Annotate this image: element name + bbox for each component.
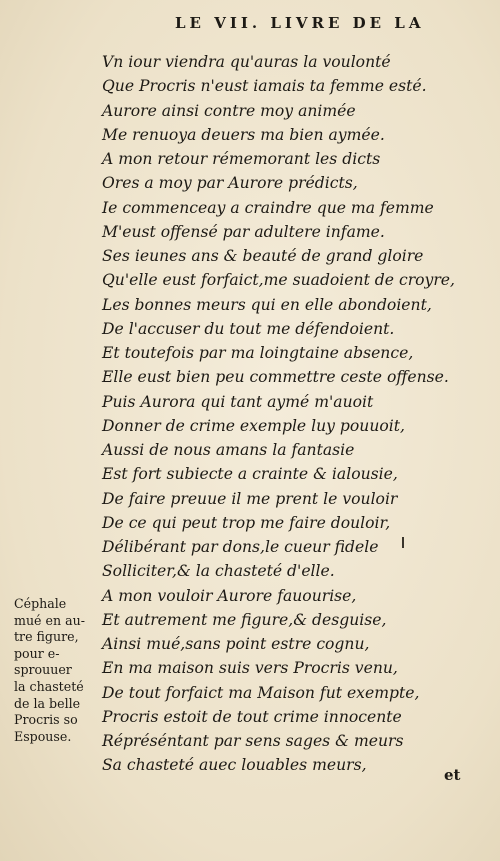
verse-line: A mon retour rémemorant les dicts [102, 150, 381, 168]
verse-line: Procris estoit de tout crime innocente [102, 707, 402, 726]
verse-line: Est fort subiecte a crainte & ialousie, [102, 465, 398, 484]
margin-note-line: tre figure, [14, 629, 79, 645]
margin-note-line: la chasteté [14, 678, 84, 694]
running-header: LE VII. LIVRE DE LA [175, 14, 425, 32]
verse-line: Et toutefois par ma loingtaine absence, [102, 344, 414, 362]
margin-note-line: sprouuer [14, 662, 72, 678]
margin-note-line: pour e- [14, 645, 60, 661]
marginal-note [14, 596, 100, 745]
verse-line: Délibérant par dons,le cueur fidele [102, 538, 379, 556]
catchword: et [444, 766, 461, 784]
verse-line: Qu'elle eust forfaict,me suadoient de croyre, [102, 271, 455, 290]
verse-line: En ma maison suis vers Procris venu, [102, 659, 398, 678]
verse-line: Les bonnes meurs qui en elle abondoient, [102, 295, 432, 314]
verse-line: Puis Aurora qui tant aymé m'auoit [102, 392, 374, 411]
verse-line: Donner de crime exemple luy pouuoit, [102, 416, 405, 435]
printer-mark [402, 537, 404, 548]
verse-line: De l'accuser du tout me défendoient. [102, 319, 395, 338]
verse-line: De ce qui peut trop me faire douloir, [102, 513, 391, 532]
verse-line: Ores a moy par Aurore prédicts, [102, 174, 358, 193]
verse-line: Que Procris n'eust iamais ta femme esté. [102, 77, 427, 96]
verse-line: Ses ieunes ans & beauté de grand gloire [102, 247, 424, 265]
verse-block [102, 50, 494, 778]
verse-line: Sa chasteté auec louables meurs, [102, 756, 367, 775]
verse-line: De tout forfaict ma Maison fut exempte, [102, 683, 420, 702]
verse-line: M'eust offensé par adultere infame. [102, 222, 385, 241]
margin-note-line: de la belle [14, 695, 81, 711]
margin-note-line: Espouse. [14, 728, 72, 744]
margin-note-line: Céphale [14, 596, 67, 611]
verse-line: Aussi de nous amans la fantasie [102, 441, 355, 459]
margin-note-line: mué en au- [14, 612, 85, 628]
verse-line: Vn iour viendra qu'auras la voulonté [102, 53, 391, 71]
verse-line: De faire preuue il me prent le vouloir [102, 489, 398, 508]
verse-line: Et autrement me figure,& desguise, [102, 610, 387, 629]
verse-line: Répréséntant par sens sages & meurs [102, 732, 404, 750]
verse-line: Solliciter,& la chasteté d'elle. [102, 562, 335, 581]
verse-line: A mon vouloir Aurore fauourise, [102, 586, 357, 605]
verse-line: Ainsi mué,sans point estre cognu, [102, 635, 370, 653]
margin-note-line: Procris so [14, 712, 78, 728]
verse-line: Me renuoya deuers ma bien aymée. [102, 125, 385, 144]
verse-line: Aurore ainsi contre moy animée [102, 101, 356, 120]
verse-line: Elle eust bien peu commettre ceste offense. [102, 368, 449, 387]
verse-line: Ie commenceay a craindre que ma femme [102, 198, 434, 217]
